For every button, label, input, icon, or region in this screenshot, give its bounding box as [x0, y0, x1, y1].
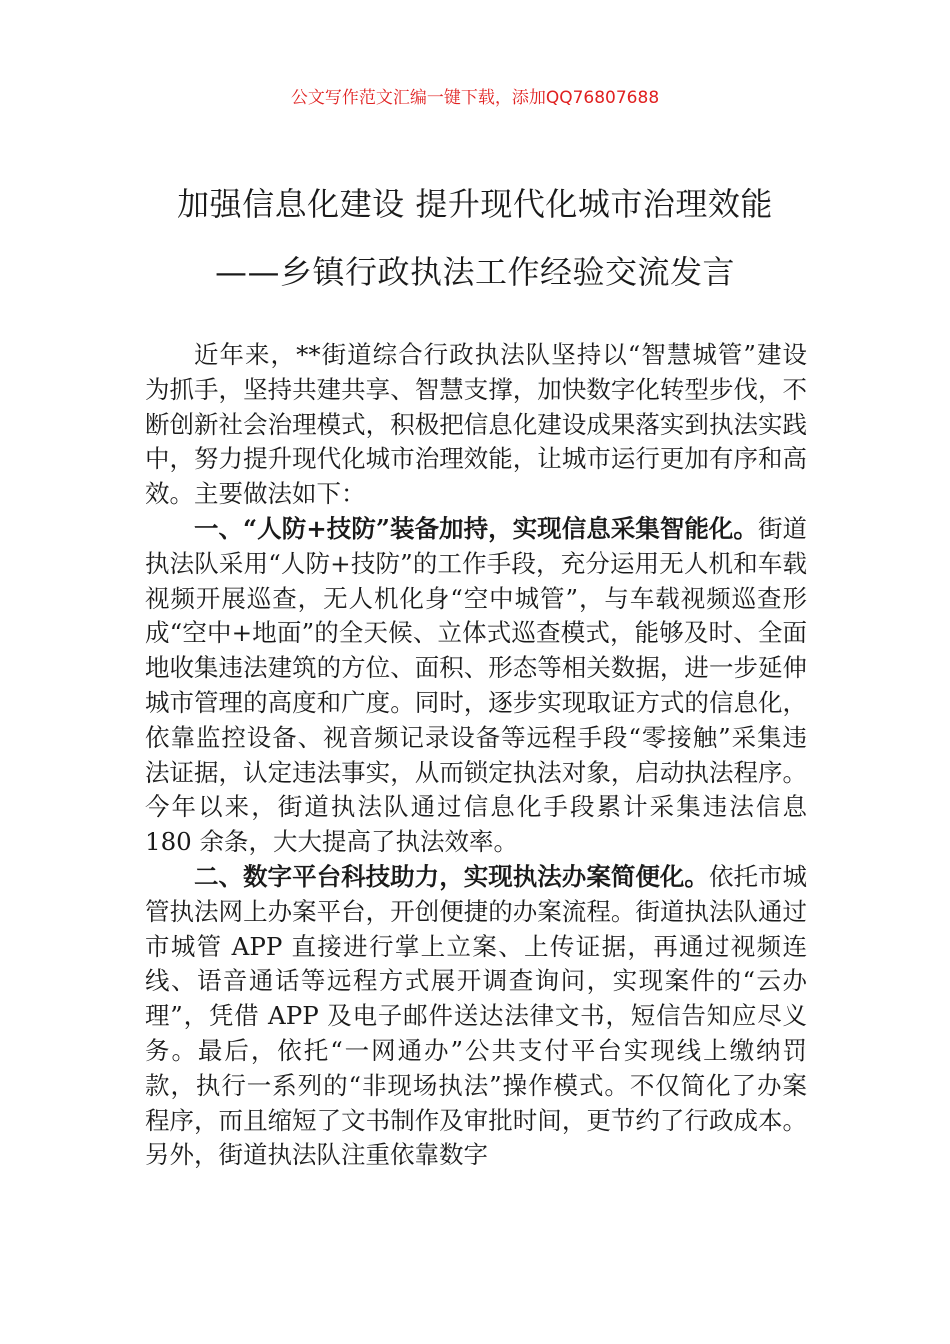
document-body	[145, 338, 807, 1173]
document-subtitle: ——乡镇行政执法工作经验交流发言	[214, 253, 735, 291]
paragraph-intro	[145, 338, 807, 512]
paragraph-section-1	[145, 512, 807, 860]
document-title: 加强信息化建设 提升现代化城市治理效能	[177, 185, 773, 223]
section-heading: 一、“人防+技防”装备加持，实现信息采集智能化。	[194, 513, 758, 543]
download-banner: 公文写作范文汇编一键下载，添加QQ76807688	[290, 88, 660, 108]
paragraph-text: 街道执法队采用“人防+技防”的工作手段，充分运用无人机和车载视频开展巡查，无人机化身“空中城管”，与车载视频巡查形成“空中+地面”的全天候、立体式巡查模式，能够及时、全面地收集违法建筑的方位、面积、形态等相关数据，进一步延伸城市管理的高度和广度。同时，逐步实现取证方式的信息化，依靠监控设备、视音频记录设备等远程手段“零接触”采集违法证据，认定违法事实，从而锁定执法对象，启动执法程序。今年以来，街道执法队通过信息化手段累计采集违法信息 180 余条，大大提高了执法效率。	[145, 513, 807, 857]
paragraph-text: 近年来，**街道综合行政执法队坚持以“智慧城管”建设为抓手，坚持共建共享、智慧支撑，加快数字化转型步伐，不断创新社会治理模式，积极把信息化建设成果落实到执法实践中，努力提升现代化城市治理效能，让城市运行更加有序和高效。主要做法如下：	[145, 340, 807, 509]
paragraph-section-2	[145, 860, 807, 1173]
section-heading: 二、数字平台科技助力，实现执法办案简便化。	[194, 861, 709, 891]
paragraph-text: 依托市城管执法网上办案平台，开创便捷的办案流程。街道执法队通过市城管 APP 直接进行掌上立案、上传证据，再通过视频连线、语音通话等远程方式展开调查询问，实现案件的“云办理”，凭借 APP 及电子邮件送达法律文书，短信告知应尽义务。最后，依托“一网通办”公共支付平台实现线上缴纳罚款，执行一系列的“非现场执法”操作模式。不仅简化了办案程序，而且缩短了文书制作及审批时间，更节约了行政成本。另外，街道执法队注重依靠数字	[145, 861, 807, 1170]
